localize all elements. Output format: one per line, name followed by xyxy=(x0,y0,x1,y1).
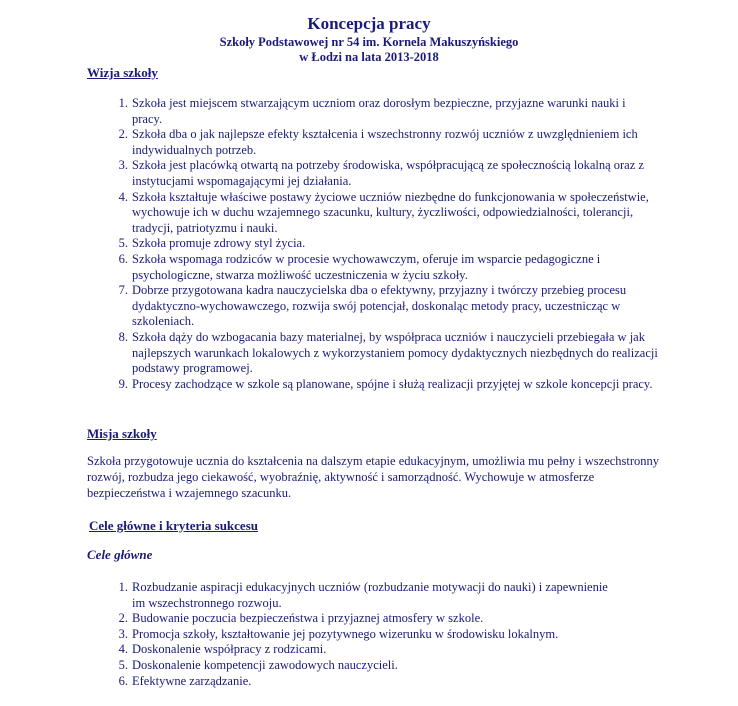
list-item-text: Szkoła promuje zdrowy styl życia. xyxy=(132,236,306,251)
list-item-number: 1. xyxy=(118,96,128,110)
list-item-number: 8. xyxy=(118,329,128,344)
list-item-number: 6. xyxy=(118,673,128,688)
list-item-text: Dobrze przygotowana kadra nauczycielska dba o efektywny, przyjazny i twórczy przebieg procesu dydaktyczno-wychowawczego, rozwija swój potencjał, doskonaląc metody pracy, uczestnicząc w szkoleniach. xyxy=(132,283,627,329)
list-item xyxy=(110,158,658,189)
list-item-number: 3. xyxy=(118,626,128,641)
list-item-number: 5. xyxy=(118,236,128,251)
list-item xyxy=(110,642,610,658)
list-item-number: 1. xyxy=(118,580,128,594)
list-item xyxy=(110,580,610,611)
wizja-list xyxy=(110,96,658,392)
document-title: Koncepcja pracy xyxy=(307,14,431,33)
list-item xyxy=(110,127,658,158)
list-item xyxy=(110,674,610,690)
list-item xyxy=(110,96,658,127)
section-heading-cele: Cele główne i kryteria sukcesu xyxy=(89,518,258,533)
list-item xyxy=(110,627,610,643)
list-item xyxy=(110,658,610,674)
list-item-number: 9. xyxy=(118,376,128,391)
list-item-text: Rozbudzanie aspiracji edukacyjnych uczniów (rozbudzanie motywacji do nauki) i zapewnienie im wszechstronnego rozwoju. xyxy=(132,580,608,610)
list-item-number: 2. xyxy=(118,611,128,626)
list-item-text: Szkoła wspomaga rodziców w procesie wychowawczym, oferuje im wsparcie pedagogiczne i psychologiczne, stwarza możliwość uczestniczenia w życiu szkoły. xyxy=(132,251,601,282)
list-item xyxy=(110,190,658,237)
list-item-number: 2. xyxy=(118,127,128,142)
list-item-text: Doskonalenie kompetencji zawodowych nauczycieli. xyxy=(132,657,398,672)
list-item-number: 6. xyxy=(118,251,128,266)
section-heading-misja: Misja szkoły xyxy=(87,426,157,441)
list-item-text: Budowanie poczucia bezpieczeństwa i przyjaznej atmosfery w szkole. xyxy=(132,611,484,626)
list-item xyxy=(110,611,610,627)
document-subtitle-school: Szkoły Podstawowej nr 54 im. Kornela Makuszyńskiego xyxy=(219,35,519,49)
list-item xyxy=(110,377,658,393)
list-item xyxy=(110,330,658,377)
misja-paragraph: Szkoła przygotowuje ucznia do kształcenia na dalszym etapie edukacyjnym, umożliwia mu pełny i wszechstronny rozwój, rozbudza jego ciekawość, wyobraźnię, aktywność i samorządność. Wychowuje w atmosferze bezpieczeństwa i wzajemnego szacunku. xyxy=(87,454,660,500)
list-item-text: Szkoła dba o jak najlepsze efekty kształcenia i wszechstronny rozwój uczniów z uwzględnieniem ich indywidualnych potrzeb. xyxy=(132,127,638,157)
list-item xyxy=(110,252,658,283)
list-item xyxy=(110,236,658,252)
section-heading-wizja: Wizja szkoły xyxy=(87,65,158,80)
list-item-text: Promocja szkoły, kształtowanie jej pozytywnego wizerunku w środowisku lokalnym. xyxy=(132,626,559,641)
list-item-text: Szkoła kształtuje właściwe postawy życiowe uczniów niezbędne do funkcjonowania w społeczeństwie, wychowuje ich w duchu wzajemnego szacunku, kultury, życzliwości, odpowiedzialności, tolerancji, tradycji, patriotyzmu i nauki. xyxy=(132,189,649,235)
list-item-number: 3. xyxy=(118,158,128,173)
cele-list xyxy=(110,580,610,689)
subheading-cele-glowne: Cele główne xyxy=(87,547,153,562)
list-item-number: 4. xyxy=(118,642,128,657)
list-item-text: Procesy zachodzące w szkole są planowane, spójne i służą realizacji przyjętej w szkole koncepcji pracy. xyxy=(132,376,653,391)
list-item-text: Efektywne zarządzanie. xyxy=(132,673,252,688)
list-item-text: Szkoła dąży do wzbogacania bazy materialnej, by współpraca uczniów i nauczycieli przebiegała w jak najlepszych warunkach lokalowych z wykorzystaniem pomocy dydaktycznych niezbędnych do realizacji podstawy programowej. xyxy=(132,329,658,376)
list-item-text: Doskonalenie współpracy z rodzicami. xyxy=(132,642,327,657)
list-item xyxy=(110,283,658,330)
list-item-text: Szkoła jest placówką otwartą na potrzeby środowiska, współpracującą ze społecznością lokalną oraz z instytucjami wspomagającymi jej działania. xyxy=(132,158,644,188)
list-item-number: 5. xyxy=(118,657,128,672)
list-item-number: 4. xyxy=(118,189,128,204)
list-item-number: 7. xyxy=(118,283,128,298)
list-item-text: Szkoła jest miejscem stwarzającym uczniom oraz dorosłym bezpieczne, przyjazne warunki nauki i pracy. xyxy=(132,96,626,126)
document-subtitle-period: w Łodzi na lata 2013-2018 xyxy=(299,50,439,64)
